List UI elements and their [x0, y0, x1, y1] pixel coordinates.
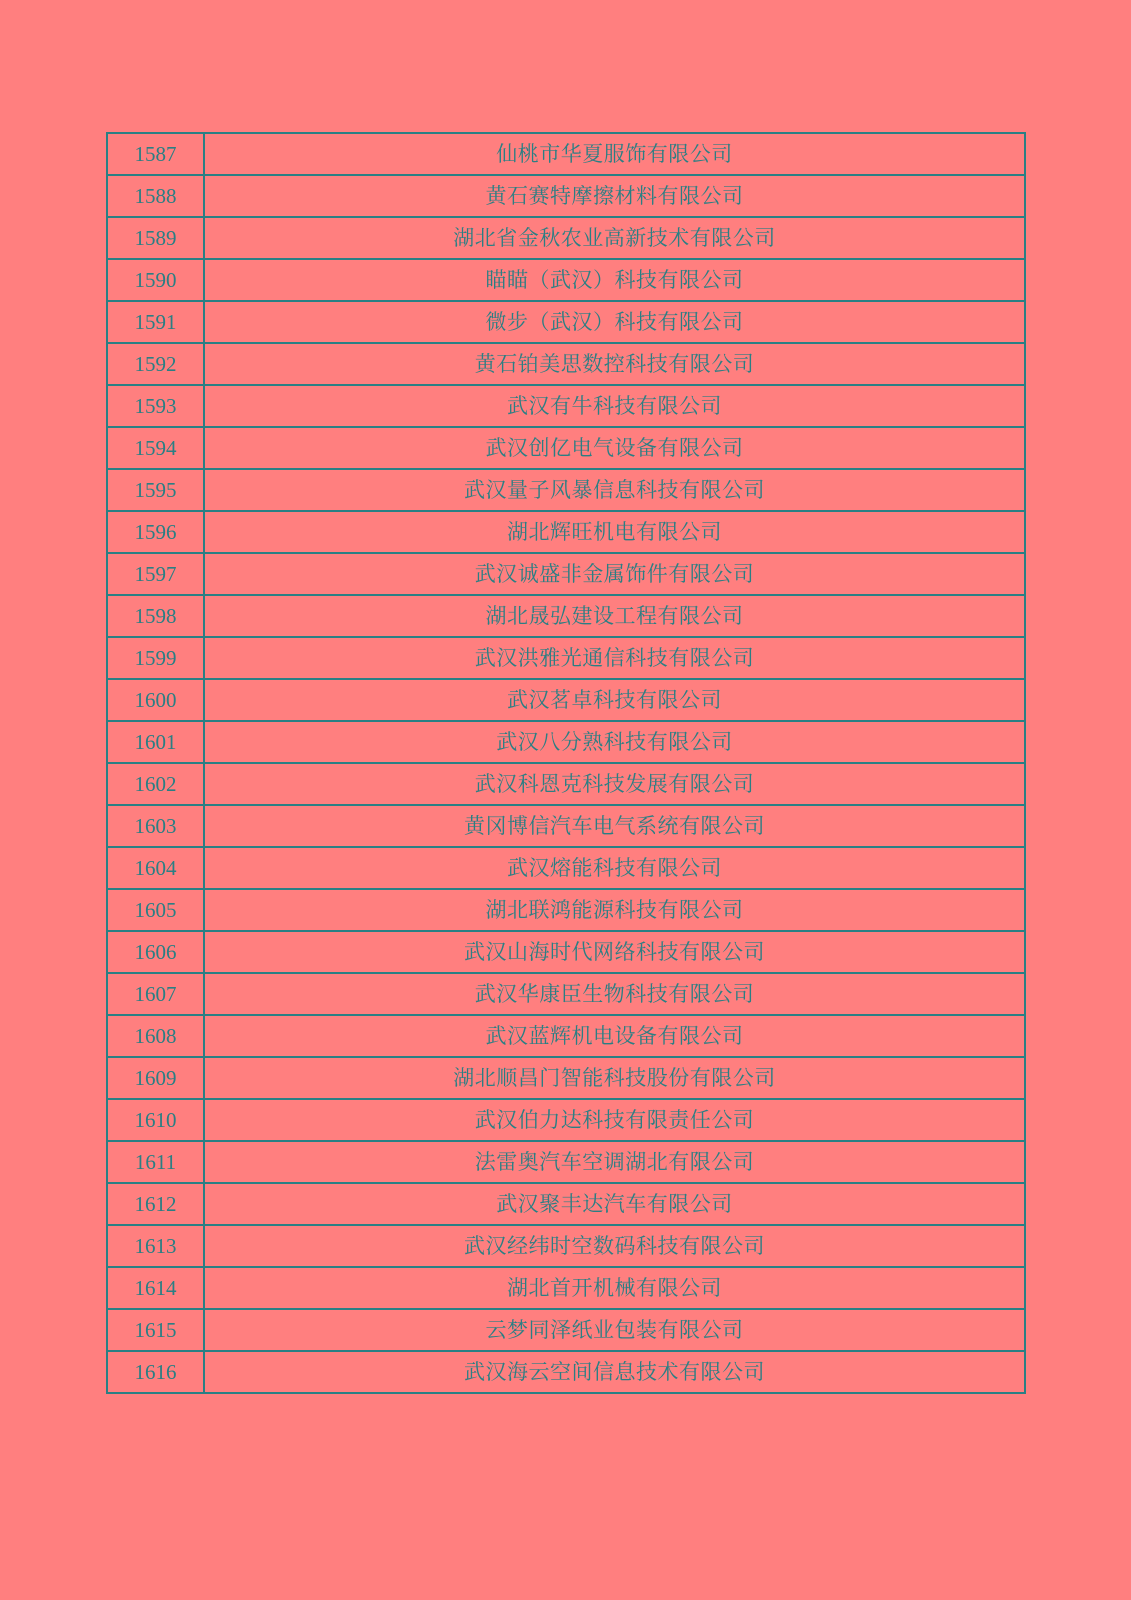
row-number: 1598: [107, 595, 204, 637]
company-name: 湖北首开机械有限公司: [204, 1267, 1025, 1309]
table-row: [107, 469, 1025, 511]
row-number: 1613: [107, 1225, 204, 1267]
row-number: 1608: [107, 1015, 204, 1057]
table-row: [107, 805, 1025, 847]
row-number: 1616: [107, 1351, 204, 1393]
table-row: [107, 1015, 1025, 1057]
row-number: 1593: [107, 385, 204, 427]
table-row: [107, 1057, 1025, 1099]
table-row: [107, 595, 1025, 637]
company-name: 武汉科恩克科技发展有限公司: [204, 763, 1025, 805]
company-name: 仙桃市华夏服饰有限公司: [204, 133, 1025, 175]
row-number: 1600: [107, 679, 204, 721]
row-number: 1594: [107, 427, 204, 469]
row-number: 1596: [107, 511, 204, 553]
table-row: [107, 889, 1025, 931]
company-name: 黄石铂美思数控科技有限公司: [204, 343, 1025, 385]
table-row: [107, 763, 1025, 805]
company-name: 武汉山海时代网络科技有限公司: [204, 931, 1025, 973]
row-number: 1607: [107, 973, 204, 1015]
company-name: 湖北辉旺机电有限公司: [204, 511, 1025, 553]
table-row: [107, 1099, 1025, 1141]
table-row: [107, 301, 1025, 343]
row-number: 1587: [107, 133, 204, 175]
company-name: 武汉茗卓科技有限公司: [204, 679, 1025, 721]
row-number: 1610: [107, 1099, 204, 1141]
row-number: 1601: [107, 721, 204, 763]
company-name: 武汉经纬时空数码科技有限公司: [204, 1225, 1025, 1267]
row-number: 1602: [107, 763, 204, 805]
company-name: 黄石赛特摩擦材料有限公司: [204, 175, 1025, 217]
table-row: [107, 1351, 1025, 1393]
company-list-table: [106, 132, 1026, 1394]
row-number: 1611: [107, 1141, 204, 1183]
company-name: 法雷奥汽车空调湖北有限公司: [204, 1141, 1025, 1183]
table-row: [107, 1141, 1025, 1183]
company-name: 武汉创亿电气设备有限公司: [204, 427, 1025, 469]
company-name: 武汉洪雅光通信科技有限公司: [204, 637, 1025, 679]
row-number: 1609: [107, 1057, 204, 1099]
table-row: [107, 385, 1025, 427]
table-row: [107, 133, 1025, 175]
row-number: 1595: [107, 469, 204, 511]
row-number: 1604: [107, 847, 204, 889]
table-row: [107, 1309, 1025, 1351]
row-number: 1597: [107, 553, 204, 595]
table-row: [107, 973, 1025, 1015]
table-row: [107, 931, 1025, 973]
company-name: 武汉伯力达科技有限责任公司: [204, 1099, 1025, 1141]
row-number: 1615: [107, 1309, 204, 1351]
company-name: 武汉蓝辉机电设备有限公司: [204, 1015, 1025, 1057]
table-row: [107, 721, 1025, 763]
row-number: 1606: [107, 931, 204, 973]
row-number: 1605: [107, 889, 204, 931]
company-name: 武汉量子风暴信息科技有限公司: [204, 469, 1025, 511]
row-number: 1590: [107, 259, 204, 301]
table-row: [107, 511, 1025, 553]
table-row: [107, 553, 1025, 595]
table-row: [107, 343, 1025, 385]
company-name: 武汉八分熟科技有限公司: [204, 721, 1025, 763]
company-name: 微步（武汉）科技有限公司: [204, 301, 1025, 343]
row-number: 1612: [107, 1183, 204, 1225]
company-name: 武汉海云空间信息技术有限公司: [204, 1351, 1025, 1393]
company-name: 湖北省金秋农业高新技术有限公司: [204, 217, 1025, 259]
row-number: 1591: [107, 301, 204, 343]
company-name: 湖北联鸿能源科技有限公司: [204, 889, 1025, 931]
table-row: [107, 637, 1025, 679]
company-name: 云梦同泽纸业包装有限公司: [204, 1309, 1025, 1351]
company-name: 武汉熔能科技有限公司: [204, 847, 1025, 889]
company-name: 湖北顺昌门智能科技股份有限公司: [204, 1057, 1025, 1099]
table-row: [107, 259, 1025, 301]
row-number: 1614: [107, 1267, 204, 1309]
table-row: [107, 847, 1025, 889]
row-number: 1588: [107, 175, 204, 217]
company-name: 武汉有牛科技有限公司: [204, 385, 1025, 427]
company-name: 武汉华康臣生物科技有限公司: [204, 973, 1025, 1015]
table-row: [107, 1267, 1025, 1309]
table-row: [107, 175, 1025, 217]
row-number: 1592: [107, 343, 204, 385]
table-row: [107, 217, 1025, 259]
company-name: 湖北晟弘建设工程有限公司: [204, 595, 1025, 637]
company-name: 武汉诚盛非金属饰件有限公司: [204, 553, 1025, 595]
table-row: [107, 427, 1025, 469]
company-name: 瞄瞄（武汉）科技有限公司: [204, 259, 1025, 301]
company-name: 武汉聚丰达汽车有限公司: [204, 1183, 1025, 1225]
row-number: 1599: [107, 637, 204, 679]
table-row: [107, 1183, 1025, 1225]
row-number: 1589: [107, 217, 204, 259]
table-row: [107, 1225, 1025, 1267]
company-name: 黄冈博信汽车电气系统有限公司: [204, 805, 1025, 847]
row-number: 1603: [107, 805, 204, 847]
table-row: [107, 679, 1025, 721]
